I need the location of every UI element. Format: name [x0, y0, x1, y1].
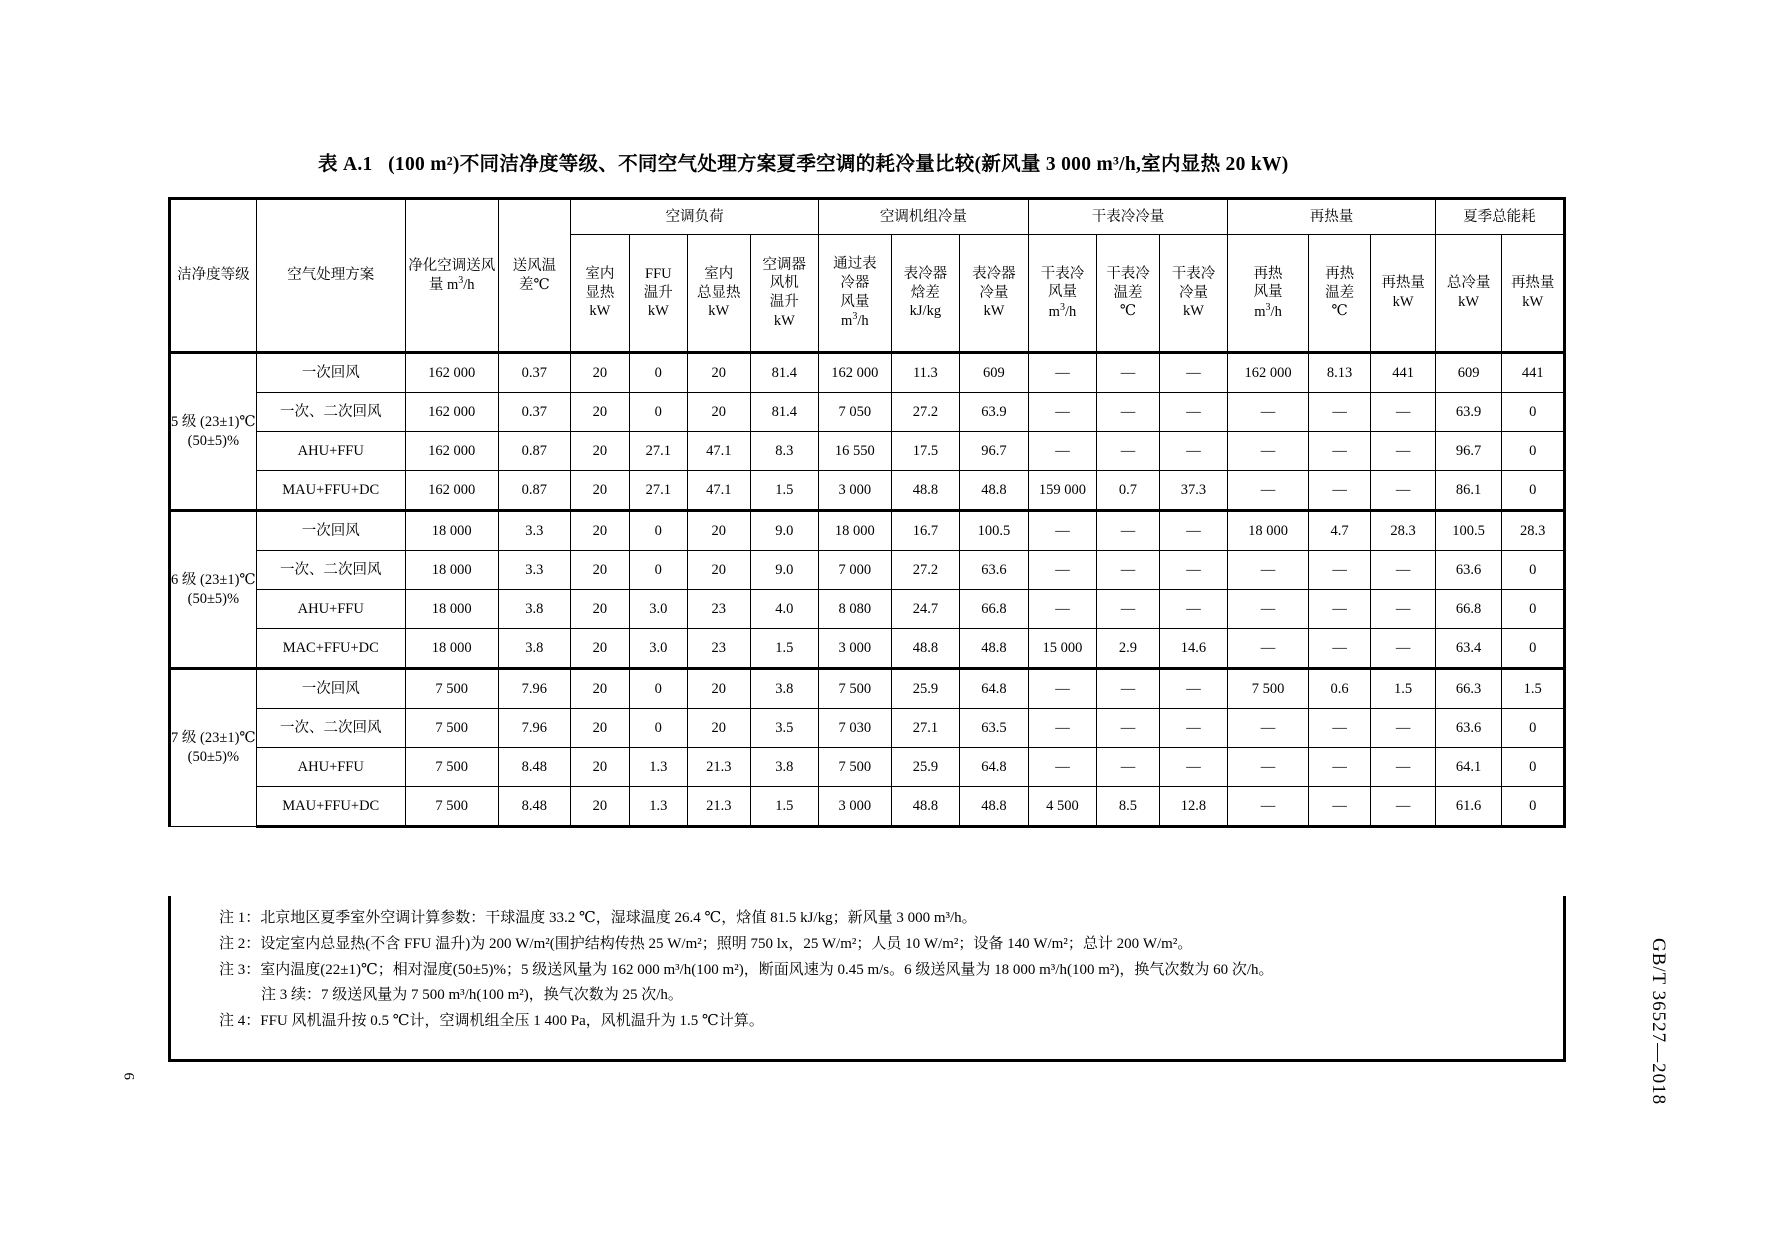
- page-number: 9: [122, 1072, 138, 1080]
- cell: 3.3: [498, 511, 571, 551]
- cell: 7 500: [819, 669, 892, 709]
- cell: 20: [571, 709, 629, 748]
- cell: 27.1: [629, 432, 687, 471]
- cell: 27.2: [891, 551, 960, 590]
- cell: 0.37: [498, 393, 571, 432]
- cell: 162 000: [405, 471, 498, 511]
- cell: 4.7: [1308, 511, 1370, 551]
- cell: 81.4: [750, 393, 819, 432]
- cell: —: [1371, 471, 1436, 511]
- cell: 18 000: [819, 511, 892, 551]
- cell: —: [1097, 709, 1159, 748]
- cell: —: [1228, 709, 1309, 748]
- cell: —: [1097, 511, 1159, 551]
- cell: 8.5: [1097, 787, 1159, 827]
- table-title: [318, 148, 1289, 176]
- cell: 162 000: [405, 432, 498, 471]
- cell: —: [1159, 393, 1228, 432]
- cell: 0: [1502, 709, 1565, 748]
- cell: 20: [688, 709, 750, 748]
- cell: 20: [688, 393, 750, 432]
- level-cell: 6 级 (23±1)℃ (50±5)%: [170, 511, 257, 669]
- cell: 63.4: [1435, 629, 1502, 669]
- cell: 21.3: [688, 748, 750, 787]
- cell: 23: [688, 590, 750, 629]
- header-group-total-energy: 夏季总能耗: [1435, 199, 1564, 235]
- scheme-cell: AHU+FFU: [256, 590, 405, 629]
- header-group-reheat: 再热量: [1228, 199, 1436, 235]
- cell: 8 080: [819, 590, 892, 629]
- cell: —: [1159, 353, 1228, 393]
- cell: —: [1097, 393, 1159, 432]
- cell: 48.8: [891, 629, 960, 669]
- cell: —: [1228, 551, 1309, 590]
- cell: 7.96: [498, 709, 571, 748]
- table-body: [170, 353, 1565, 827]
- cell: 66.8: [960, 590, 1029, 629]
- cell: 0: [1502, 551, 1565, 590]
- cell: —: [1097, 748, 1159, 787]
- cell: —: [1028, 353, 1097, 393]
- cell: 0: [629, 669, 687, 709]
- cell: 1.5: [1371, 669, 1436, 709]
- cell: —: [1028, 748, 1097, 787]
- cell: 16 550: [819, 432, 892, 471]
- cell: —: [1308, 748, 1370, 787]
- cell: 1.5: [750, 629, 819, 669]
- cell: 7 500: [405, 709, 498, 748]
- cell: —: [1308, 551, 1370, 590]
- cell: 0.7: [1097, 471, 1159, 511]
- cell: —: [1028, 551, 1097, 590]
- cell: 12.8: [1159, 787, 1228, 827]
- cell: 23: [688, 629, 750, 669]
- table-row: [170, 551, 1565, 590]
- header-group-ahu-cooling: 空调机组冷量: [819, 199, 1029, 235]
- header-coil-air-volume: 通过表 冷器 风量 $m^3/h$: [819, 235, 892, 353]
- cell: 3 000: [819, 629, 892, 669]
- cell: 48.8: [960, 471, 1029, 511]
- cell: —: [1159, 590, 1228, 629]
- cell: 81.4: [750, 353, 819, 393]
- table-row: [170, 393, 1565, 432]
- cell: 63.6: [960, 551, 1029, 590]
- cell: —: [1308, 629, 1370, 669]
- table-title-text: (100 m²)不同洁净度等级、不同空气处理方案夏季空调的耗冷量比较(新风量 3 000 m³/h,室内显热 20 kW): [388, 154, 1289, 175]
- cell: —: [1028, 669, 1097, 709]
- cell: 3.8: [750, 748, 819, 787]
- cell: 63.9: [960, 393, 1029, 432]
- scheme-cell: 一次、二次回风: [256, 393, 405, 432]
- cell: 48.8: [960, 629, 1029, 669]
- cell: —: [1159, 551, 1228, 590]
- cell: 162 000: [405, 393, 498, 432]
- cell: 37.3: [1159, 471, 1228, 511]
- note-2: 注 2：设定室内总显热(不含 FFU 温升)为 200 W/m²(围护结构传热 25 W/m²；照明 750 lx，25 W/m²；人员 10 W/m²；设备 140 W/m²；总计 200 W/m²。: [219, 935, 1193, 952]
- cell: —: [1228, 629, 1309, 669]
- cell: 4.0: [750, 590, 819, 629]
- cell: 61.6: [1435, 787, 1502, 827]
- table-row: [170, 787, 1565, 827]
- header-indoor-sensible: 室内 显热 kW: [571, 235, 629, 353]
- cell: 17.5: [891, 432, 960, 471]
- table-row: [170, 353, 1565, 393]
- cell: 2.9: [1097, 629, 1159, 669]
- cell: —: [1159, 709, 1228, 748]
- cell: 48.8: [960, 787, 1029, 827]
- cell: 14.6: [1159, 629, 1228, 669]
- cell: —: [1159, 432, 1228, 471]
- header-level: 洁净度等级: [170, 199, 257, 353]
- cell: —: [1159, 748, 1228, 787]
- cell: 7 500: [1228, 669, 1309, 709]
- note-3: 注 3：室内温度(22±1)℃；相对湿度(50±5)%；5 级送风量为 162 000 m³/h(100 m²)，断面风速为 0.45 m/s。6 级送风量为 18 000 m³/h(100 m²)，换气次数为 60 次/h。: [219, 961, 1274, 978]
- cell: 0: [1502, 629, 1565, 669]
- cell: 27.1: [891, 709, 960, 748]
- table-row: [170, 669, 1565, 709]
- scheme-cell: MAU+FFU+DC: [256, 471, 405, 511]
- header-total-cooling: 总冷量 kW: [1435, 235, 1502, 353]
- cell: 0: [629, 551, 687, 590]
- cell: 8.13: [1308, 353, 1370, 393]
- cell: 0: [1502, 393, 1565, 432]
- level-cell: 5 级 (23±1)℃ (50±5)%: [170, 353, 257, 511]
- scheme-cell: 一次回风: [256, 669, 405, 709]
- cell: —: [1028, 393, 1097, 432]
- cell: 7 500: [405, 787, 498, 827]
- cell: 20: [571, 353, 629, 393]
- cell: 15 000: [1028, 629, 1097, 669]
- cell: 3 000: [819, 471, 892, 511]
- table-row: [170, 511, 1565, 551]
- cell: 96.7: [960, 432, 1029, 471]
- cell: —: [1028, 590, 1097, 629]
- cell: 48.8: [891, 471, 960, 511]
- cell: —: [1308, 590, 1370, 629]
- cell: —: [1228, 393, 1309, 432]
- cell: 20: [571, 551, 629, 590]
- standard-number: GB/T 36527—2018: [1648, 938, 1669, 1106]
- cell: —: [1097, 353, 1159, 393]
- cell: 20: [688, 551, 750, 590]
- header-indoor-total-sensible: 室内 总显热 kW: [688, 235, 750, 353]
- cell: 18 000: [405, 511, 498, 551]
- cell: 20: [571, 511, 629, 551]
- cell: 27.1: [629, 471, 687, 511]
- cell: 66.8: [1435, 590, 1502, 629]
- cell: 63.5: [960, 709, 1029, 748]
- cell: 0.87: [498, 471, 571, 511]
- scheme-cell: 一次回风: [256, 353, 405, 393]
- cell: 20: [688, 353, 750, 393]
- cell: —: [1097, 669, 1159, 709]
- table-row: [170, 590, 1565, 629]
- cell: 16.7: [891, 511, 960, 551]
- cell: 64.1: [1435, 748, 1502, 787]
- header-dry-coil-temp-diff: 干表冷 温差 ℃: [1097, 235, 1159, 353]
- cell: 86.1: [1435, 471, 1502, 511]
- cell: 7 500: [405, 669, 498, 709]
- cell: —: [1228, 787, 1309, 827]
- cell: 3.8: [498, 629, 571, 669]
- cell: 609: [960, 353, 1029, 393]
- cell: 20: [571, 471, 629, 511]
- header-fan-temp-rise: 空调器 风机 温升 kW: [750, 235, 819, 353]
- header-coil-enthalpy-diff: 表冷器 焓差 kJ/kg: [891, 235, 960, 353]
- cell: 4 500: [1028, 787, 1097, 827]
- header-supply-air-volume: 净化空调送风量 $m^3/h$: [405, 199, 498, 353]
- cell: —: [1308, 709, 1370, 748]
- cell: 63.9: [1435, 393, 1502, 432]
- cell: 18 000: [405, 590, 498, 629]
- cell: 20: [571, 748, 629, 787]
- cell: 3 000: [819, 787, 892, 827]
- cell: 63.6: [1435, 709, 1502, 748]
- header-reheat-temp-diff: 再热 温差 ℃: [1308, 235, 1370, 353]
- notes-block: [168, 896, 1566, 1062]
- cell: 47.1: [688, 471, 750, 511]
- scheme-cell: 一次、二次回风: [256, 709, 405, 748]
- cell: 7 500: [405, 748, 498, 787]
- cell: 100.5: [1435, 511, 1502, 551]
- cell: —: [1308, 471, 1370, 511]
- table-row: [170, 629, 1565, 669]
- cell: —: [1097, 590, 1159, 629]
- cell: 7 030: [819, 709, 892, 748]
- cell: 7 050: [819, 393, 892, 432]
- cell: 25.9: [891, 669, 960, 709]
- cell: 8.3: [750, 432, 819, 471]
- cell: 0: [629, 511, 687, 551]
- header-supply-temp-diff: 送风温差℃: [498, 199, 571, 353]
- cell: 64.8: [960, 748, 1029, 787]
- cell: 64.8: [960, 669, 1029, 709]
- cell: —: [1371, 748, 1436, 787]
- cell: 7 500: [819, 748, 892, 787]
- cell: 0: [629, 353, 687, 393]
- cell: 3.8: [750, 669, 819, 709]
- cell: 441: [1502, 353, 1565, 393]
- cell: 1.5: [1502, 669, 1565, 709]
- cell: —: [1228, 471, 1309, 511]
- cell: 8.48: [498, 748, 571, 787]
- scheme-cell: AHU+FFU: [256, 432, 405, 471]
- cell: 7 000: [819, 551, 892, 590]
- header-dry-coil-cooling: 干表冷 冷量 kW: [1159, 235, 1228, 353]
- table-row: [170, 709, 1565, 748]
- cell: 0.6: [1308, 669, 1370, 709]
- cell: —: [1371, 393, 1436, 432]
- header-ffu-temp-rise: FFU 温升 kW: [629, 235, 687, 353]
- cell: —: [1228, 590, 1309, 629]
- scheme-cell: MAU+FFU+DC: [256, 787, 405, 827]
- cell: 0: [1502, 590, 1565, 629]
- note-4: 注 4：FFU 风机温升按 0.5 ℃计，空调机组全压 1 400 Pa，风机温升为 1.5 ℃计算。: [219, 1013, 764, 1030]
- cell: 100.5: [960, 511, 1029, 551]
- header-dry-coil-air-volume: 干表冷 风量 $m^3/h$: [1028, 235, 1097, 353]
- cell: 11.3: [891, 353, 960, 393]
- table-row: [170, 432, 1565, 471]
- cell: 21.3: [688, 787, 750, 827]
- cell: 0: [629, 709, 687, 748]
- cell: 0.37: [498, 353, 571, 393]
- scheme-cell: 一次、二次回风: [256, 551, 405, 590]
- cell: 20: [571, 393, 629, 432]
- cell: 441: [1371, 353, 1436, 393]
- scheme-cell: AHU+FFU: [256, 748, 405, 787]
- cell: 162 000: [405, 353, 498, 393]
- header-total-reheat: 再热量 kW: [1502, 235, 1565, 353]
- cell: 20: [571, 432, 629, 471]
- header-coil-cooling: 表冷器 冷量 kW: [960, 235, 1029, 353]
- cell: 47.1: [688, 432, 750, 471]
- cell: —: [1028, 511, 1097, 551]
- note-3-cont: 注 3 续：7 级送风量为 7 500 m³/h(100 m²)，换气次数为 25 次/h。: [261, 987, 683, 1004]
- header-group-dry-coil: 干表冷冷量: [1028, 199, 1228, 235]
- table-row: [170, 471, 1565, 511]
- cell: —: [1371, 709, 1436, 748]
- cell: 1.5: [750, 471, 819, 511]
- cell: 9.0: [750, 511, 819, 551]
- cell: 1.5: [750, 787, 819, 827]
- cell: —: [1371, 590, 1436, 629]
- cell: 3.5: [750, 709, 819, 748]
- cell: 0: [1502, 748, 1565, 787]
- level-cell: 7 级 (23±1)℃ (50±5)%: [170, 669, 257, 827]
- cell: 9.0: [750, 551, 819, 590]
- cell: 20: [688, 669, 750, 709]
- cell: 3.8: [498, 590, 571, 629]
- cell: 3.3: [498, 551, 571, 590]
- cell: —: [1371, 432, 1436, 471]
- header-reheat-amount: 再热量 kW: [1371, 235, 1436, 353]
- header-scheme: 空气处理方案: [256, 199, 405, 353]
- cell: 0: [1502, 432, 1565, 471]
- scheme-cell: MAC+FFU+DC: [256, 629, 405, 669]
- cell: 20: [571, 787, 629, 827]
- header-reheat-air-volume: 再热 风量 $m^3/h$: [1228, 235, 1309, 353]
- cell: 27.2: [891, 393, 960, 432]
- cell: 28.3: [1502, 511, 1565, 551]
- cell: —: [1308, 432, 1370, 471]
- cell: 66.3: [1435, 669, 1502, 709]
- note-1: 注 1：北京地区夏季室外空调计算参数：干球温度 33.2 ℃，湿球温度 26.4 ℃，焓值 81.5 kJ/kg；新风量 3 000 m³/h。: [219, 910, 977, 926]
- cell: 20: [571, 590, 629, 629]
- cell: 28.3: [1371, 511, 1436, 551]
- cell: —: [1228, 432, 1309, 471]
- cell: 18 000: [405, 551, 498, 590]
- cell: 48.8: [891, 787, 960, 827]
- cell: 159 000: [1028, 471, 1097, 511]
- cell: 609: [1435, 353, 1502, 393]
- cell: 3.0: [629, 629, 687, 669]
- cell: —: [1308, 787, 1370, 827]
- table-row: [170, 748, 1565, 787]
- cell: 20: [571, 629, 629, 669]
- cell: 0: [1502, 471, 1565, 511]
- cell: 3.0: [629, 590, 687, 629]
- cell: 0.87: [498, 432, 571, 471]
- cell: 0: [629, 393, 687, 432]
- cell: —: [1228, 748, 1309, 787]
- cell: —: [1308, 393, 1370, 432]
- cell: 18 000: [405, 629, 498, 669]
- cell: 25.9: [891, 748, 960, 787]
- table-title-prefix: 表 A.1: [318, 154, 373, 175]
- cell: —: [1028, 432, 1097, 471]
- cell: 0: [1502, 787, 1565, 827]
- cell: 1.3: [629, 787, 687, 827]
- comparison-table: [168, 197, 1566, 828]
- cell: —: [1159, 669, 1228, 709]
- cell: —: [1028, 709, 1097, 748]
- cell: 96.7: [1435, 432, 1502, 471]
- cell: 7.96: [498, 669, 571, 709]
- header-group-ac-load: 空调负荷: [571, 199, 819, 235]
- cell: 63.6: [1435, 551, 1502, 590]
- cell: 162 000: [819, 353, 892, 393]
- cell: 1.3: [629, 748, 687, 787]
- cell: —: [1371, 787, 1436, 827]
- cell: 18 000: [1228, 511, 1309, 551]
- cell: 20: [571, 669, 629, 709]
- cell: —: [1371, 629, 1436, 669]
- cell: 20: [688, 511, 750, 551]
- cell: 162 000: [1228, 353, 1309, 393]
- cell: —: [1097, 432, 1159, 471]
- cell: 8.48: [498, 787, 571, 827]
- cell: —: [1371, 551, 1436, 590]
- scheme-cell: 一次回风: [256, 511, 405, 551]
- cell: 24.7: [891, 590, 960, 629]
- cell: —: [1159, 511, 1228, 551]
- cell: —: [1097, 551, 1159, 590]
- table-container: [168, 197, 1566, 828]
